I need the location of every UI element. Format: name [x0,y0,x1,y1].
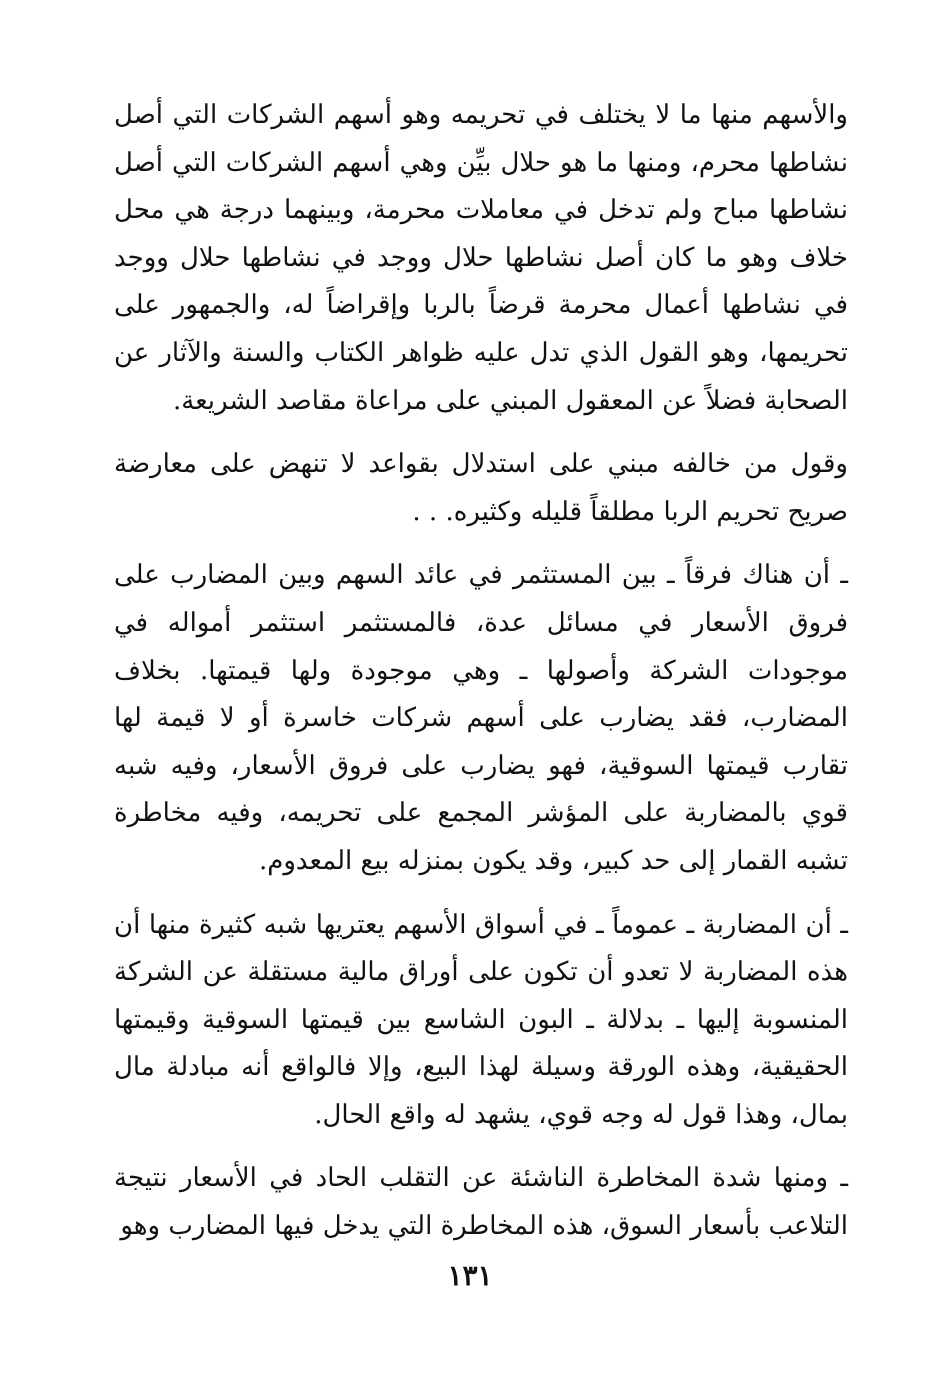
paragraph-shares-classification: والأسهم منها ما لا يختلف في تحريمه وهو أسهم الشركات التي أصل نشاطها محرم، ومنها ما هو حلال بيِّن وهي أسهم الشركات التي أصل نشاطها مباح ولم تدخل في معاملات محرمة، وبينهما درجة هي محل خلاف وهو ما كان أصل نشاطها حلال ووجد في نشاطها حلال ووجد في نشاطها أعمال محرمة قرضاً بالربا وإقراضاً له، والجمهور على تحريمها، وهو القول الذي تدل عليه ظواهر الكتاب والسنة والآثار عن الصحابة فضلاً عن المعقول المبني على مراعاة مقاصد الشريعة. [114,100,848,416]
paragraph-opposing-view: وقول من خالفه مبني على استدلال بقواعد لا تنهض على معارضة صريح تحريم الربا مطلقاً قليله وكثيره. . . [114,449,848,527]
body-text [114,92,848,1251]
paragraph-risk: ـ ومنها شدة المخاطرة الناشئة عن التقلب الحاد في الأسعار نتيجة التلاعب بأسعار السوق، هذه المخاطرة التي يدخل فيها المضارب وهو [114,1163,848,1242]
page-number: ١٣١ [447,1259,493,1292]
paragraph-speculation-doubts: ـ أن المضاربة ـ عموماً ـ في أسواق الأسهم يعتريها شبه كثيرة منها أن هذه المضاربة لا تعدو أن تكون على أوراق مالية مستقلة عن الشركة المنسوبة إليها ـ بدلالة ـ البون الشاسع بين قيمتها السوقية وقيمتها الحقيقية، وهذه الورقة وسيلة لهذا البيع، وإلا فالواقع أنه مبادلة مال بمال، وهذا قول له وجه قوي، يشهد له واقع الحال. [114,909,848,1130]
paragraph-investor-vs-speculator: ـ أن هناك فرقاً ـ بين المستثمر في عائد السهم وبين المضارب على فروق الأسعار في مسائل عدة، فالمستثمر استثمر أمواله في موجودات الشركة وأصولها ـ وهي موجودة ولها قيمتها. بخلاف المضارب، فقد يضارب على أسهم شركات خاسرة أو لا قيمة لها تقارب قيمتها السوقية، فهو يضارب على فروق الأسعار، وفيه شبه قوي بالمضاربة على المؤشر المجمع على تحريمه، وفيه مخاطرة تشبه القمار إلى حد كبير، وقد يكون بمنزله بيع المعدوم. [114,560,849,876]
